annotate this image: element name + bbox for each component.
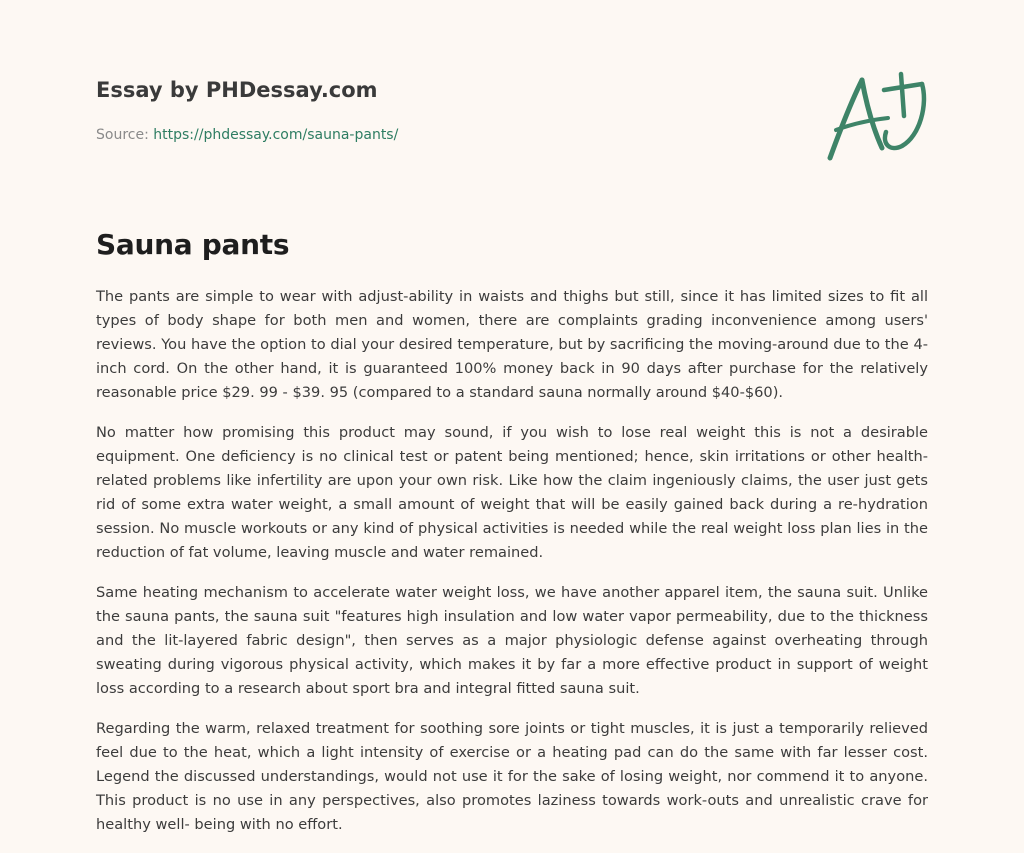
essay-paragraph-4: Regarding the warm, relaxed treatment for soothing sore joints or tight muscles, it is just a temporarily relieved feel due to the heat, which a light intensity of exercise or a heating pad can do the same with far lesser cost. Legend the discussed understandings, would not use it for the sake of losing weight, nor commend it to anyone. This product is no use in any perspectives, also promotes laziness towards work-outs and unrealistic crave for healthy well- being with no effort.: [96, 720, 928, 833]
essay-paragraph-1: The pants are simple to wear with adjust-ability in waists and thighs but still, since it has limited sizes to fit all types of body shape for both men and women, there are complaints grading inconvenience among users' reviews. You have the option to dial your desired temperature, but by sacrificing the moving-around due to the 4-inch cord. On the other hand, it is guaranteed 100% money back in 90 days after purchase for the relatively reasonable price $29. 99 - $39. 95 (compared to a standard sauna normally around $40-$60).: [96, 288, 928, 401]
a-plus-grade-icon: [822, 66, 932, 166]
page-header: [96, 76, 696, 145]
source-link[interactable]: https://phdessay.com/sauna-pants/: [153, 127, 399, 143]
essay-paragraph-2: No matter how promising this product may sound, if you wish to lose real weight this is not a desirable equipment. One deficiency is no clinical test or patent being mentioned; hence, skin irritations or other health-related problems like infertility are upon your own risk. Like how the claim ingeniously claims, the user just gets rid of some extra water weight, a small amount of weight that will be easily gained back during a re-hydration session. No muscle workouts or any kind of physical activities is needed while the real weight loss plan lies in the reduction of fat volume, leaving muscle and water remained.: [96, 424, 928, 561]
source-label: Source:: [96, 127, 149, 143]
essay-title: Sauna pants: [96, 228, 290, 261]
essay-paragraph-3: Same heating mechanism to accelerate water weight loss, we have another apparel item, the sauna suit. Unlike the sauna pants, the sauna suit "features high insulation and low water vapor permeability, due to the thickness and the lit-layered fabric design", then serves as a major physiologic defense against overheating through sweating during vigorous physical activity, which makes it by far a more effective product in support of weight loss according to a research about sport bra and integral fitted sauna suit.: [96, 584, 928, 697]
site-title: Essay by PHDessay.com: [96, 78, 378, 102]
a-plus-logo: [822, 66, 932, 166]
essay-body: [96, 285, 928, 853]
source-line: [96, 125, 696, 145]
